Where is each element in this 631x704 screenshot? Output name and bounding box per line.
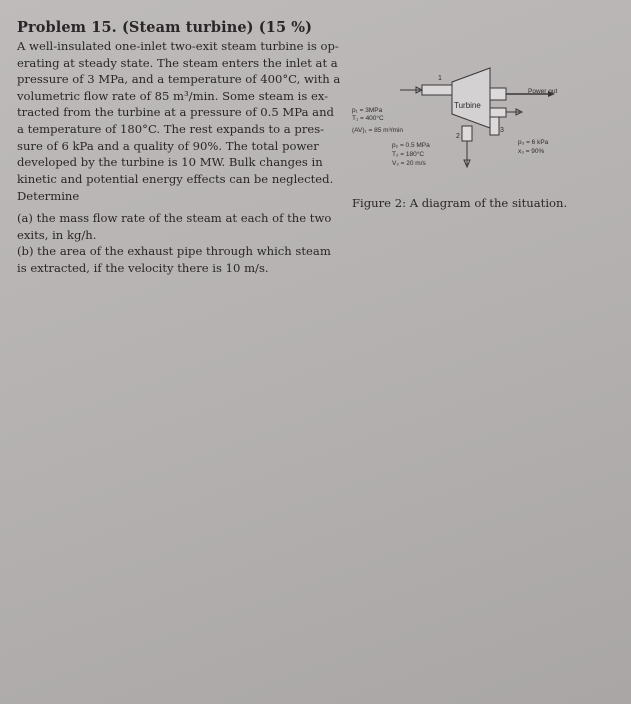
- statement-line: kinetic and potential energy effects can be neglected.: [17, 171, 334, 186]
- exit-2-temperature: T₂ = 180°C: [392, 151, 425, 158]
- problem-statement: [17, 38, 347, 187]
- statement-line: tracted from the turbine at a pressure of 0.5 MPa and: [17, 105, 334, 120]
- exit-3-pipe: [490, 108, 522, 135]
- inlet-pipe: [400, 85, 452, 95]
- determine-label: Determine: [17, 189, 80, 203]
- statement-line: sure of 6 kPa and a quality of 90%. The total power: [17, 138, 319, 153]
- figure-caption: Figure 2: A diagram of the situation.: [352, 196, 568, 210]
- part-a-line: exits, in kg/h.: [17, 227, 97, 242]
- exit-3-pressure: p₃ = 6 kPa: [518, 139, 549, 146]
- question-part-a: [17, 210, 331, 243]
- part-b-line: is extracted, if the velocity there is 10 m/s.: [17, 260, 269, 275]
- exit-3-number: 3: [500, 127, 504, 134]
- statement-line: erating at steady state. The steam enters the inlet at a: [17, 55, 338, 70]
- question-part-b: [17, 243, 331, 276]
- inlet-volume-flow: (AV)₁ = 85 m³/min: [352, 127, 404, 134]
- turbine-label: Turbine: [454, 101, 481, 110]
- inlet-number: 1: [438, 75, 442, 82]
- statement-line: volumetric flow rate of 85 m³/min. Some steam is ex-: [17, 88, 329, 103]
- exit-2-number: 2: [456, 133, 460, 140]
- part-b-line: (b) the area of the exhaust pipe through which steam: [17, 244, 331, 258]
- exit-2-velocity: V₂ = 20 m/s: [392, 160, 426, 167]
- part-a-line: (a) the mass flow rate of the steam at each of the two: [17, 211, 332, 225]
- statement-line: A well-insulated one-inlet two-exit steam turbine is op-: [17, 39, 339, 53]
- inlet-pressure: p₁ = 3MPa: [352, 107, 383, 114]
- exit-2-pressure: p₂ = 0.5 MPa: [392, 142, 430, 149]
- problem-title: Problem 15. (Steam turbine) (15 %): [17, 19, 313, 36]
- statement-line: a temperature of 180°C. The rest expands to a pres-: [17, 121, 325, 136]
- power-out-label: Power out: [528, 88, 558, 95]
- turbine-diagram: [350, 60, 595, 185]
- inlet-temperature: T₁ = 400°C: [352, 115, 384, 122]
- exit-2-pipe: [462, 126, 472, 167]
- exit-3-quality: x₃ = 90%: [518, 148, 545, 155]
- statement-line: pressure of 3 MPa, and a temperature of 400°C, with a: [17, 72, 341, 87]
- statement-line: developed by the turbine is 10 MW. Bulk changes in: [17, 155, 323, 170]
- turbine-body: [452, 68, 490, 128]
